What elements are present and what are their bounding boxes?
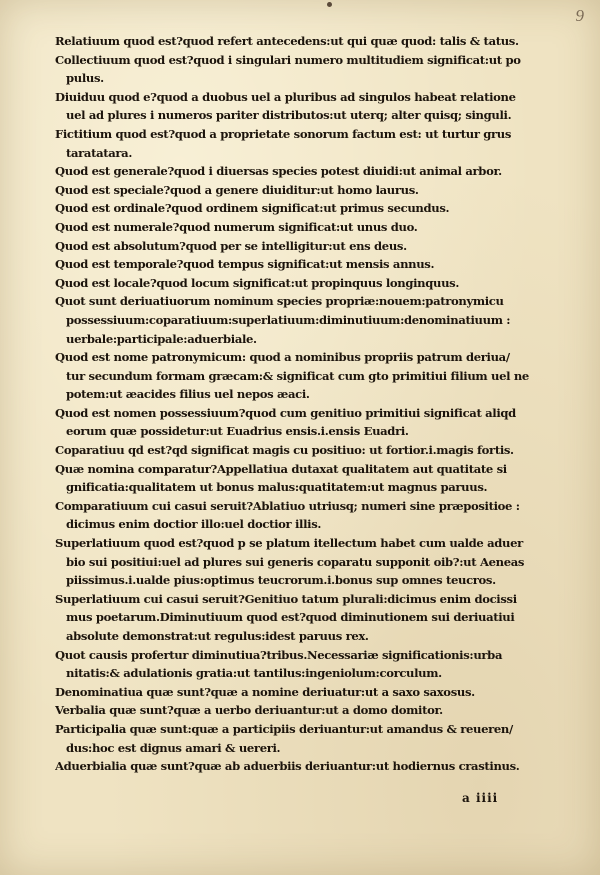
text-line: Quod est nome patronymicum: quod a nominibus propriis patrum deriua/ — [55, 350, 510, 365]
text-line: Comparatiuum cui casui seruit?Ablatiuo utriusq; numeri sine præpositioe : — [55, 498, 520, 513]
text-line: piissimus.i.ualde pius:optimus teucrorum.i.bonus sup omnes teucros. — [66, 573, 496, 588]
text-line: Quod est locale?quod locum significat:ut propinquus longinquus. — [55, 275, 460, 290]
text-line: Denominatiua quæ sunt?quæ a nomine deriuatur:ut a saxo saxosus. — [55, 684, 475, 699]
text-line: Fictitium quod est?quod a proprietate sonorum factum est: ut turtur grus — [55, 126, 512, 141]
text-line: Quod est numerale?quod numerum significat:ut unus duo. — [55, 219, 418, 234]
text-line: Participalia quæ sunt:quæ a participiis deriuantur:ut amandus & reueren/ — [55, 721, 513, 736]
text-line: nitatis:& adulationis gratia:ut tantilus:ingeniolum:corculum. — [66, 666, 442, 681]
text-line: dicimus enim doctior illo:uel doctior illis. — [66, 517, 322, 532]
text-line: Quot causis profertur diminutiua?tribus.Necessariæ significationis:urba — [55, 647, 503, 662]
folio-number: 9 — [575, 6, 584, 25]
text-line: Aduerbialia quæ sunt?quæ ab aduerbiis deriuantur:ut hodiernus crastinus. — [55, 759, 520, 774]
pinhole-mark — [327, 2, 332, 7]
text-line: absolute demonstrat:ut regulus:idest paruus rex. — [66, 629, 369, 643]
text-line: Quot sunt deriuatiuorum nominum species propriæ:nouem:patronymicu — [55, 294, 504, 309]
text-line: Quæ nomina comparatur?Appellatiua dutaxat qualitatem aut quatitate si — [55, 461, 507, 476]
text-line: pulus. — [66, 71, 104, 86]
text-line: Quod est temporale?quod tempus significat:ut mensis annus. — [55, 257, 435, 272]
text-block — [55, 32, 555, 776]
text-line: Relatiuum quod est?quod refert antecedens:ut qui quæ quod: talis & tatus. — [55, 34, 519, 48]
text-line: uel ad plures i numeros pariter distributos:ut uterq; alter quisq; singuli. — [66, 108, 512, 123]
text-line: potem:ut æacides filius uel nepos æaci. — [66, 387, 310, 402]
text-line: Quod est nomen possessiuum?quod cum genitiuo primitiui significat aliqd — [55, 405, 516, 420]
text-line: Quod est absolutum?quod per se intelligitur:ut ens deus. — [55, 238, 407, 253]
text-line: dus:hoc est dignus amari & uereri. — [66, 740, 281, 755]
text-line: Superlatiuum cui casui seruit?Genitiuo tatum plurali:dicimus enim docissi — [55, 591, 517, 606]
text-line: Verbalia quæ sunt?quæ a uerbo deriuantur:ut a domo domitor. — [55, 703, 443, 718]
text-line: bio sui positiui:uel ad plures sui generis coparatu supponit oib?:ut Aeneas — [66, 554, 525, 569]
text-line: Diuiduu quod e?quod a duobus uel a pluribus ad singulos habeat relatione — [55, 89, 516, 104]
text-line: Quod est ordinale?quod ordinem significat:ut primus secundus. — [55, 201, 450, 216]
text-line: possessiuum:coparatiuum:superlatiuum:diminutiuum:denominatiuum : — [66, 312, 511, 327]
text-line: Superlatiuum quod est?quod p se platum itellectum habet cum ualde aduer — [55, 536, 523, 551]
text-line: Coparatiuu qd est?qd significat magis cu positiuo: ut fortior.i.magis fortis. — [55, 443, 514, 458]
text-line: Quod est generale?quod i diuersas species potest diuidi:ut animal arbor. — [55, 164, 502, 179]
text-line: taratatara. — [66, 145, 133, 160]
text-line: tur secundum formam græcam:& significat cum gto primitiui filium uel ne — [66, 368, 529, 383]
text-line: gnificatia:qualitatem ut bonus malus:quatitatem:ut magnus paruus. — [66, 480, 488, 495]
text-line: mus poetarum.Diminutiuum quod est?quod diminutionem sui deriuatiui — [66, 610, 515, 625]
text-line: Collectiuum quod est?quod i singulari numero multitudiem significat:ut po — [55, 52, 521, 67]
text-line: uerbale:participale:aduerbiale. — [66, 331, 257, 346]
text-line: Quod est speciale?quod a genere diuiditur:ut homo laurus. — [55, 182, 419, 197]
signature-mark: a iiii — [462, 791, 499, 805]
text-line: eorum quæ possidetur:ut Euadrius ensis.i.ensis Euadri. — [66, 424, 409, 439]
